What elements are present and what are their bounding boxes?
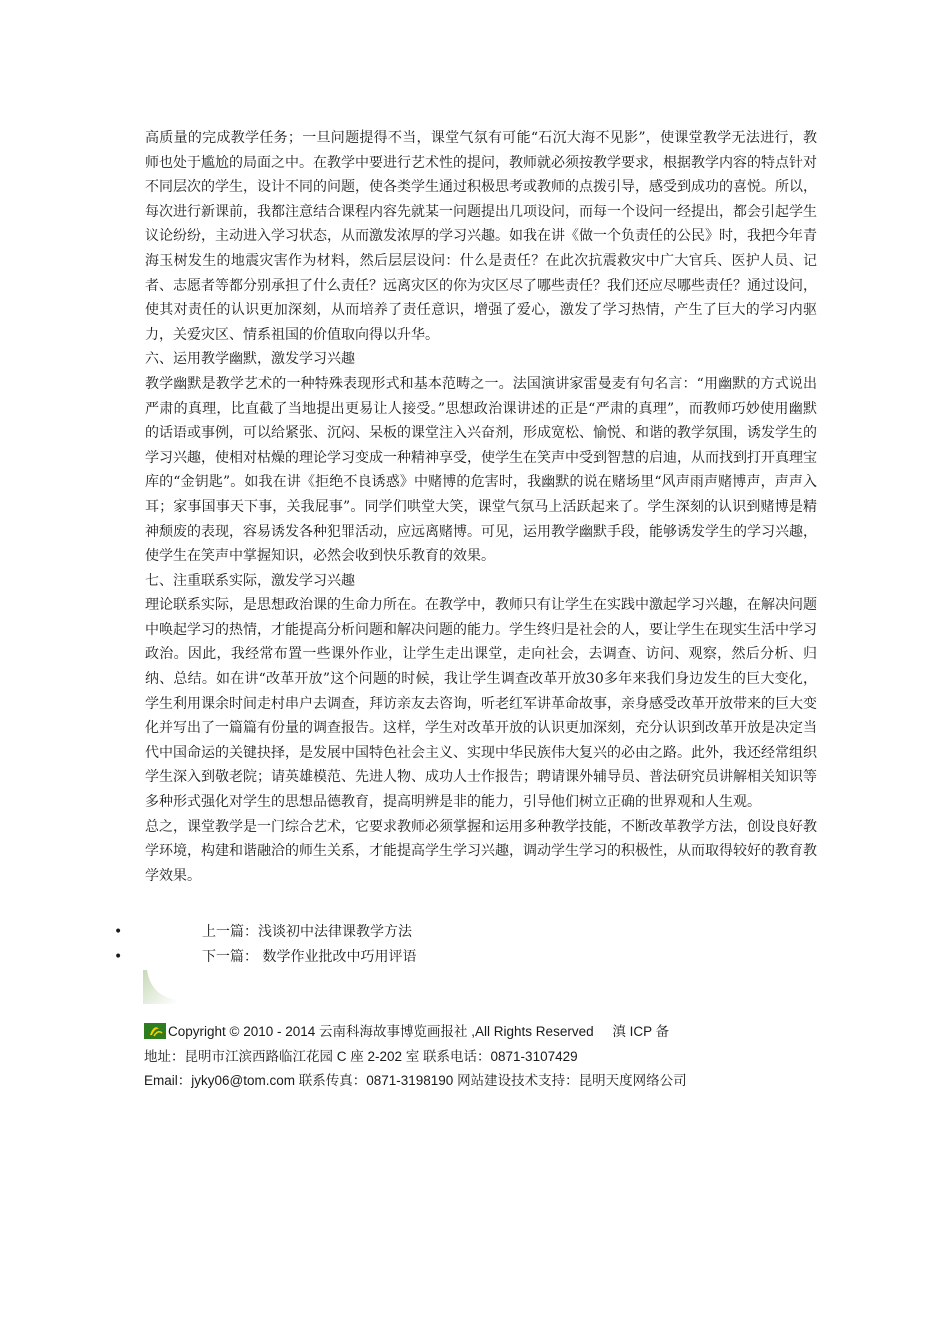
- prev-article-label: 上一篇：: [202, 924, 258, 940]
- next-article-link[interactable]: 数学作业批改中巧用评语: [262, 949, 417, 965]
- article-body: [145, 126, 817, 888]
- article-navigation: [0, 920, 950, 970]
- icp-text: 滇 ICP 备: [612, 1024, 670, 1039]
- footer-contact: Email：jyky06@tom.com 联系传真：0871-3198190 网站建设技术支持：昆明天度网络公司: [144, 1073, 687, 1088]
- footer-copyright-line: [144, 1020, 844, 1045]
- copyright-text: Copyright © 2010 - 2014 云南科海故事博览画报社 ,All Rights Reserved: [168, 1024, 594, 1039]
- section-heading: 七、注重联系实际，激发学习兴趣: [145, 572, 355, 589]
- prev-article-link[interactable]: 浅谈初中法律课教学方法: [258, 924, 412, 940]
- prev-article-item: [0, 920, 950, 945]
- bullet-icon: •: [114, 924, 123, 940]
- site-logo-icon: [144, 1023, 166, 1039]
- footer-address: 地址：昆明市江滨西路临江花园 C 座 2-202 室 联系电话：0871-3107429: [144, 1048, 578, 1064]
- next-article-label: 下一篇：: [202, 949, 258, 965]
- site-footer: [144, 1020, 844, 1094]
- article-paragraph: 总之，课堂教学是一门综合艺术，它要求教师必须掌握和运用多种教学技能，不断改革教学方法，创设良好教学环境，构建和谐融洽的师生关系，才能提高学生学习兴趣，调动学生学习的积极性，从而取得较好的教育教学效果。: [145, 818, 817, 884]
- article-paragraph: 高质量的完成教学任务；一旦问题提得不当，课堂气氛有可能“石沉大海不见影”，使课堂教学无法进行，教师也处于尴尬的局面之中。在教学中要进行艺术性的提问，教师就必须按教学要求，根据教学内容的特点针对不同层次的学生，设计不同的问题，使各类学生通过积极思考或教师的点拨引导，感受到成功的喜悦。所以，每次进行新课前，我都注意结合课程内容先就某一问题提出几项设问，而每一个设问一经提出，都会引起学生议论纷纷，主动进入学习状态，从而激发浓厚的学习兴趣。如我在讲《做一个负责任的公民》时，我把今年青海玉树发生的地震灾害作为材料，然后层层设问：什么是责任？在此次抗震救灾中广大官兵、医护人员、记者、志愿者等都分别承担了什么责任？远离灾区的你为灾区尽了哪些责任？我们还应尽哪些责任？通过设问，使其对责任的认识更加深刻，从而培养了责任意识，增强了爱心，激发了学习热情，产生了巨大的学习内驱力，关爱灾区、情系祖国的价值取向得以升华。: [145, 130, 817, 343]
- next-article-link-wrapper: [202, 945, 416, 970]
- article-paragraph: 理论联系实际，是思想政治课的生命力所在。在教学中，教师只有让学生在实践中激起学习兴趣，在解决问题中唤起学习的热情，才能提高分析问题和解决问题的能力。学生终归是社会的人，要让学生在现实生活中学习政治。因此，我经常布置一些课外作业，让学生走出课堂，走向社会，去调查、访问、观察，然后分析、归纳、总结。如在讲“改革开放”这个问题的时候，我让学生调查改革开放30多年来我们身边发生的巨大变化，学生利用课余时间走村串户去调查，拜访亲友去咨询，听老红军讲革命故事，亲身感受改革开放带来的巨大变化并写出了一篇篇有份量的调查报告。这样，学生对改革开放的认识更加深刻，充分认识到改革开放是决定当代中国命运的关键抉择，是发展中国特色社会主义、实现中华民族伟大复兴的必由之路。此外，我还经常组织学生深入到敬老院；请英雄模范、先进人物、成功人士作报告；聘请课外辅导员、普法研究员讲解相关知识等多种形式强化对学生的思想品德教育，提高明辨是非的能力，引导他们树立正确的世界观和人生观。: [145, 597, 817, 811]
- section-heading: 六、运用教学幽默，激发学习兴趣: [145, 351, 355, 368]
- bullet-icon: •: [114, 949, 123, 965]
- prev-article-link-wrapper: [202, 920, 412, 945]
- article-paragraph: 教学幽默是教学艺术的一种特殊表现形式和基本范畴之一。法国演讲家雷曼麦有句名言：“用幽默的方式说出严肃的真理，比直截了当地提出更易让人接受。”思想政治课讲述的正是“严肃的真理”，而教师巧妙使用幽默的话语或事例，可以给紧张、沉闷、呆板的课堂注入兴奋剂，形成宽松、愉悦、和谐的教学氛围，诱发学生的学习兴趣，使相对枯燥的理论学习变成一种精神享受，使学生在笑声中受到智慧的启迪，从而找到打开真理宝库的“金钥匙”。如我在讲《拒绝不良诱惑》中赌博的危害时，我幽默的说在赌场里“风声雨声赌博声，声声入耳；家事国事天下事，关我屁事”。同学们哄堂大笑，课堂气氛马上活跃起来了。学生深刻的认识到赌博是精神颓废的表现，容易诱发各种犯罪活动，应远离赌博。可见，运用教学幽默手段，能够诱发学生的学习兴趣，使学生在笑声中掌握知识，必然会收到快乐教育的效果。: [145, 375, 817, 565]
- corner-decoration-icon: [143, 970, 177, 1004]
- next-article-item: [0, 945, 950, 970]
